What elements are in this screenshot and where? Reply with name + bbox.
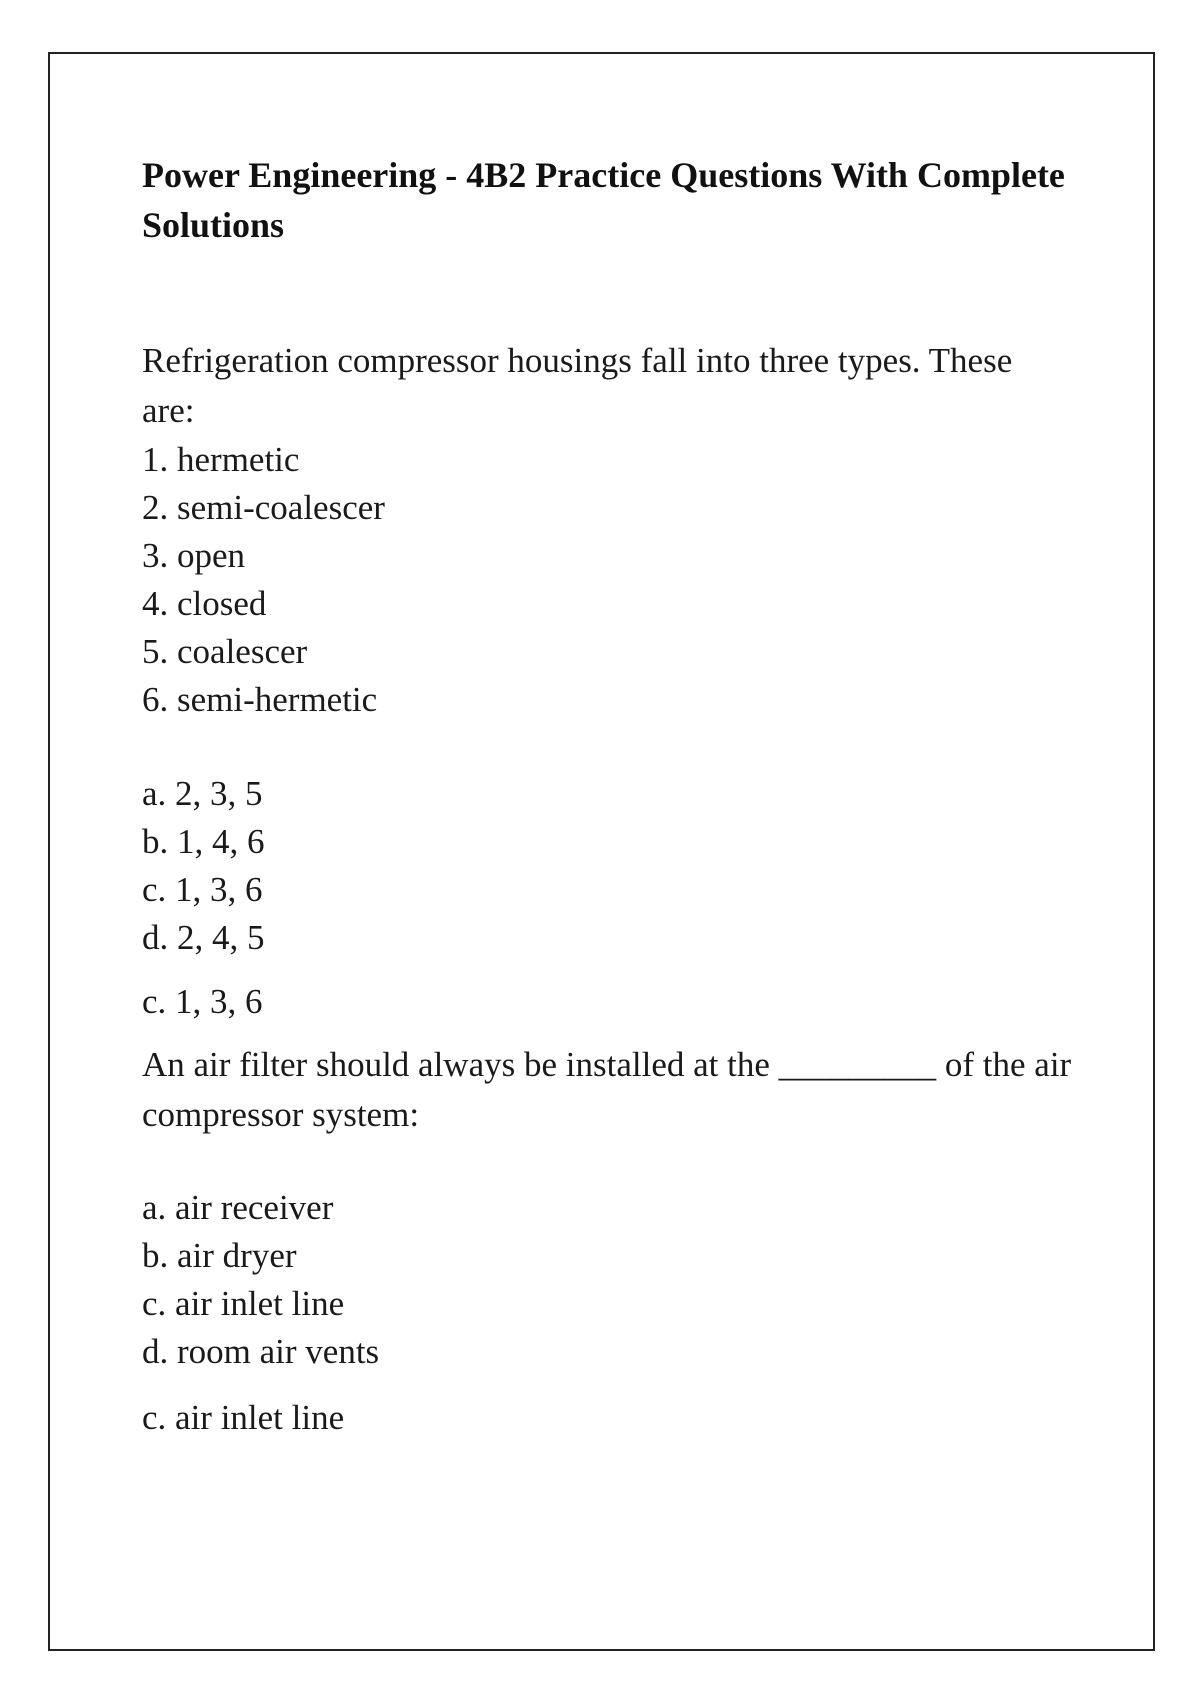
question-2 — [142, 1040, 1072, 1442]
answer-option: d. room air vents — [142, 1332, 380, 1371]
answer-option: c. 1, 3, 6 — [142, 870, 263, 909]
document-title: Power Engineering - 4B2 Practice Questions With Complete Solutions — [142, 155, 1065, 245]
answer-option: c. air inlet line — [142, 1284, 345, 1323]
list-item: 1. hermetic — [142, 440, 300, 479]
list-item: 4. closed — [142, 584, 267, 623]
list-item: 2. semi-coalescer — [142, 488, 385, 527]
document-body — [142, 150, 1072, 1442]
answer-option: b. air dryer — [142, 1236, 297, 1275]
question-1-prompt: Refrigeration compressor housings fall into three types. These are: — [142, 341, 1013, 430]
answer-option: d. 2, 4, 5 — [142, 918, 265, 957]
question-1-items — [142, 436, 1072, 724]
question-2-options — [142, 1184, 1072, 1376]
question-2-answer: c. air inlet line — [142, 1398, 345, 1437]
answer-option: a. air receiver — [142, 1188, 334, 1227]
list-item: 6. semi-hermetic — [142, 680, 378, 719]
question-2-prompt: An air filter should always be installed at the _________ of the air compressor system: — [142, 1045, 1072, 1134]
list-item: 5. coalescer — [142, 632, 308, 671]
answer-option: b. 1, 4, 6 — [142, 822, 265, 861]
question-1-options — [142, 770, 1072, 962]
question-1 — [142, 336, 1072, 1026]
question-1-answer: c. 1, 3, 6 — [142, 982, 263, 1021]
list-item: 3. open — [142, 536, 246, 575]
answer-option: a. 2, 3, 5 — [142, 774, 263, 813]
